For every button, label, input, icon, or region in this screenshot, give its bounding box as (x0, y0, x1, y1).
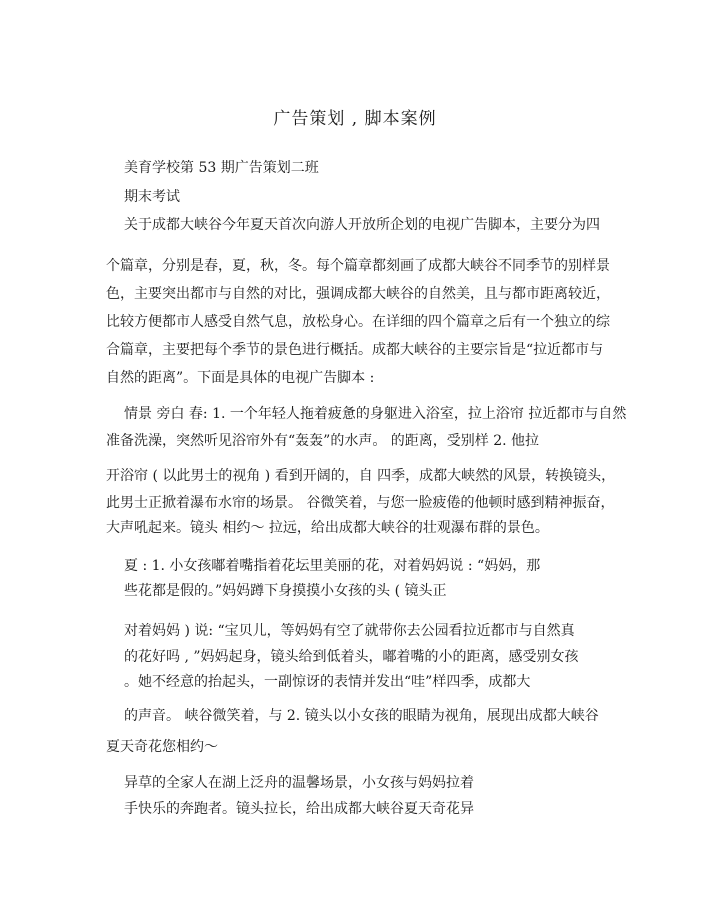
summer-script-line: 。她不经意的抬起头，一副惊讶的表情并发出“哇”样四季，成都大 (124, 674, 531, 690)
paragraph-line: 关于成都大峡谷今年夏天首次向游人开放所企划的电视广告脚本，主要分为四 (124, 217, 600, 233)
spring-script-line: 准备洗澡，突然听见浴帘外有“轰轰”的水声。 的距离，受别样 2. 他拉 (106, 433, 540, 449)
paragraph-line: 自然的距离”。下面是具体的电视广告脚本 : (106, 370, 375, 386)
exam-line: 期末考试 (124, 189, 180, 205)
summer-script-line: 夏天奇花您相约～ (106, 739, 218, 755)
summer-script-line: 些花都是假的。”妈妈蹲下身摸摸小女孩的头 ( 镜头正 (124, 583, 447, 599)
summer-script-line: 手快乐的奔跑者。镜头拉长，给出成都大峡谷夏天奇花异 (124, 801, 474, 817)
summer-script-line: 的花好吗 , ”妈妈起身，镜头给到低着头，嘟着嘴的小的距离，感受别女孩 (124, 649, 579, 665)
summer-script-line: 对着妈妈 ) 说: “宝贝儿，等妈妈有空了就带你去公园看拉近都市与自然真 (124, 623, 575, 639)
paragraph-line: 个篇章，分别是春，夏，秋，冬。每个篇章都刻画了成都大峡谷不同季节的别样景 (106, 258, 610, 274)
spring-script-line: 开浴帘 ( 以此男士的视角 ) 看到开阔的，自 四季，成都大峡然的风景，转换镜头， (106, 468, 616, 484)
document-title: 广告策划 , 脚本案例 (273, 109, 437, 129)
spring-script-line: 此男士正掀着瀑布水帘的场景。 谷微笑着，与您一脸疲倦的他顿时感到精神振奋， (106, 495, 615, 511)
summer-script-line: 夏 : 1. 小女孩嘟着嘴指着花坛里美丽的花，对着妈妈说 : “妈妈，那 (124, 558, 541, 574)
paragraph-line: 合篇章，主要把每个季节的景色进行概括。成都大峡谷的主要宗旨是“拉近都市与 (106, 342, 604, 358)
paragraph-line: 色，主要突出都市与自然的对比，强调成都大峡谷的自然美，且与都市距离较近， (106, 286, 610, 302)
spring-script-line: 大声吼起来。镜头 相约～ 拉远，给出成都大峡谷的壮观瀑布群的景色。 (106, 520, 549, 536)
summer-script-line: 异草的全家人在湖上泛舟的温馨场景，小女孩与妈妈拉着 (124, 775, 474, 791)
summer-script-line: 的声音。 峡谷微笑着，与 2. 镜头以小女孩的眼睛为视角，展现出成都大峡谷 (124, 708, 599, 724)
spring-script-line: 情景 旁白 春: 1. 一个年轻人拖着疲惫的身躯进入浴室，拉上浴帘 拉近都市与自然 (124, 406, 627, 422)
class-name-line: 美育学校第 53 期广告策划二班 (124, 160, 319, 176)
paragraph-line: 比较方便都市人感受自然气息，放松身心。在详细的四个篇章之后有一个独立的综 (106, 314, 610, 330)
